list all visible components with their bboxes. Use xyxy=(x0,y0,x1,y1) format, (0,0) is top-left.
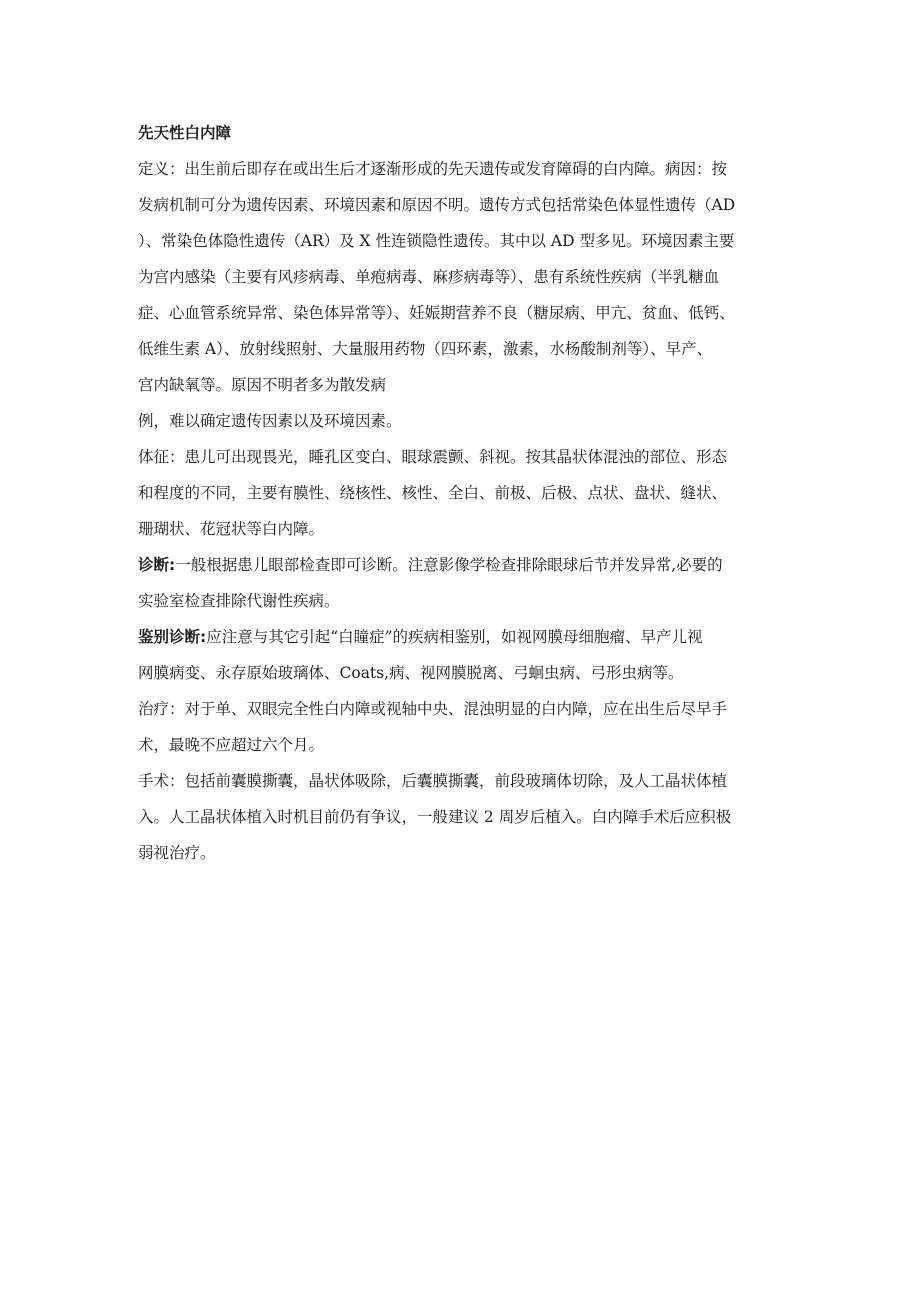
differential-line: 网膜病变、永存原始玻璃体、Coats,病、视网膜脱离、弓蛔虫病、弓形虫病等。 xyxy=(138,664,684,682)
surgery-line: 入。人工晶状体植入时机目前仍有争议，一般建议 2 周岁后植入。白内障手术后应积极 xyxy=(138,808,732,826)
signs-paragraph xyxy=(138,439,788,547)
treatment-line: 术，最晚不应超过六个月。 xyxy=(138,736,325,754)
signs-line: 和程度的不同，主要有膜性、绕核性、核性、全白、前极、后极、点状、盘状、缝状、 xyxy=(138,484,728,502)
treatment-paragraph xyxy=(138,691,788,763)
diagnosis-line: 实验室检查排除代谢性疾病。 xyxy=(138,592,340,610)
differential-line xyxy=(138,619,788,655)
diagnosis-paragraph xyxy=(138,547,788,619)
definition-line: 低维生素 A）、放射线照射、大量服用药物（四环素，激素，水杨酸制剂等）、早产、 xyxy=(138,340,713,358)
definition-line: 发病机制可分为遗传因素、环境因素和原因不明。遗传方式包括常染色体显性遗传（AD xyxy=(138,196,736,214)
signs-line: 体征：患儿可出现畏光，睡孔区变白、眼球震颤、斜视。按其晶状体混浊的部位、形态 xyxy=(138,448,728,466)
definition-line: 例，难以确定遗传因素以及环境因素。 xyxy=(138,412,402,430)
surgery-line: 弱视治疗。 xyxy=(138,844,216,862)
definition-line: 定义：出生前后即存在或出生后才逐渐形成的先天遗传或发育障碍的白内障。病因：按 xyxy=(138,160,728,178)
surgery-line: 手术：包括前囊膜撕囊，晶状体吸除，后囊膜撕囊，前段玻璃体切除，及人工晶状体植 xyxy=(138,772,728,790)
definition-line: 为宫内感染（主要有风疹病毒、单疱病毒、麻疹病毒等）、患有系统性疾病（半乳糖血 xyxy=(138,268,720,286)
diagnosis-text: 一般根据患儿眼部检查即可诊断。注意影像学检查排除眼球后节并发异常,必要的 xyxy=(175,556,723,574)
diagnosis-line xyxy=(138,547,788,583)
document-body xyxy=(138,115,788,871)
document-title: 先天性白内障 xyxy=(138,124,232,142)
definition-line: ）、常染色体隐性遗传（AR）及 X 性连锁隐性遗传。其中以 AD 型多见。环境因素主要 xyxy=(138,232,735,250)
definition-line: 症、心血管系统异常、染色体异常等）、妊娠期营养不良（糖尿病、甲亢、贫血、低钙、 xyxy=(138,304,735,322)
definition-line: 宫内缺氧等。原因不明者多为散发病 xyxy=(138,376,387,394)
diagnosis-label: 诊断: xyxy=(138,556,176,574)
differential-label: 鉴别诊断: xyxy=(138,628,207,646)
surgery-paragraph xyxy=(138,763,788,871)
treatment-line: 治疗：对于单、双眼完全性白内障或视轴中央、混浊明显的白内障，应在出生后尽早手 xyxy=(138,700,728,718)
signs-line: 珊瑚状、花冠状等白内障。 xyxy=(138,520,325,538)
differential-text: 应注意与其它引起“白瞳症”的疾病相鉴别，如视网膜母细胞瘤、早产儿视 xyxy=(206,628,703,646)
differential-paragraph xyxy=(138,619,788,691)
definition-paragraph xyxy=(138,151,788,439)
